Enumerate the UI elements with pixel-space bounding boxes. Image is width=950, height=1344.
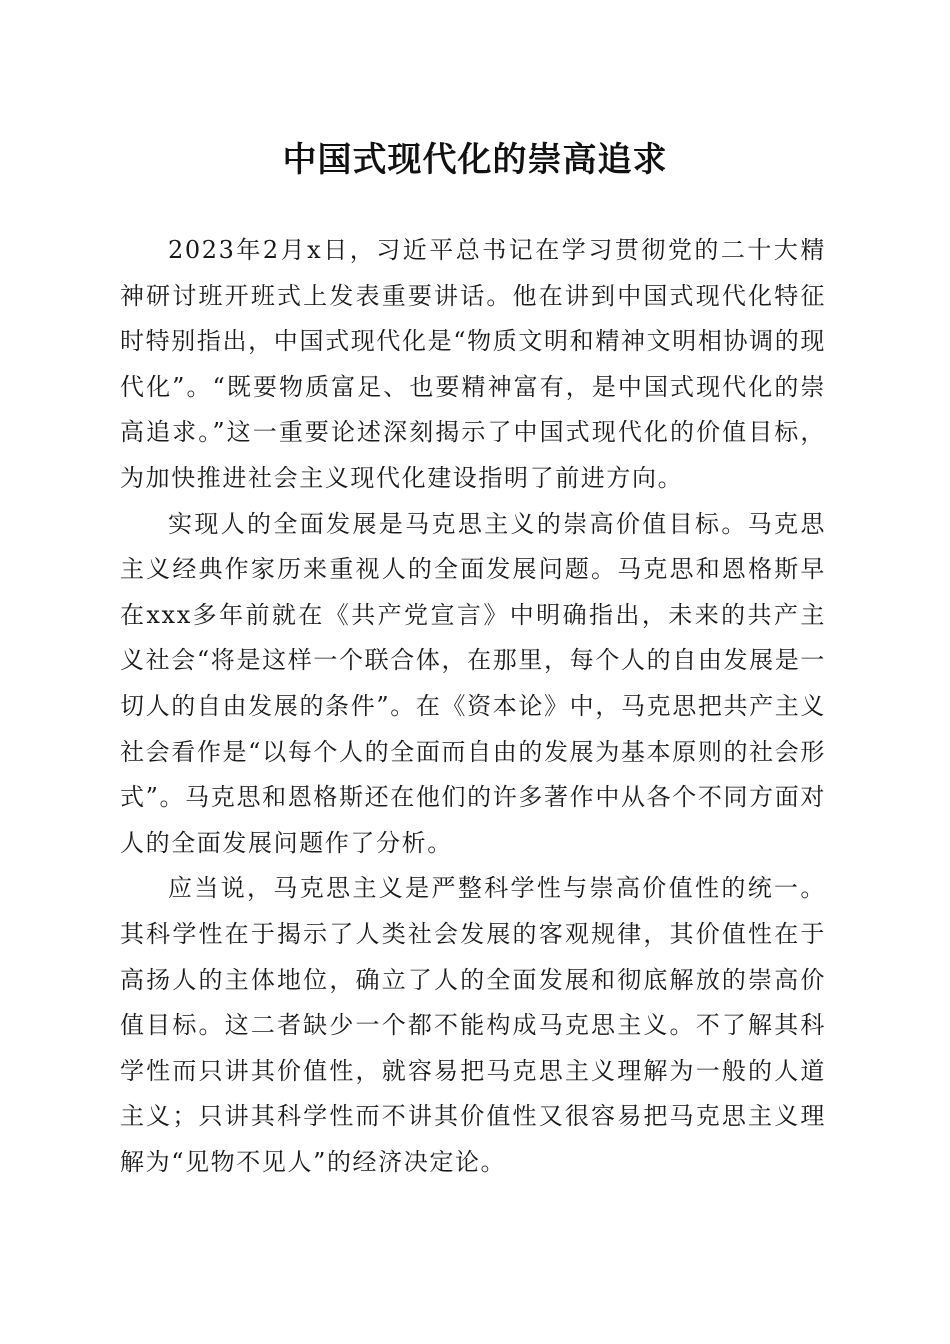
- document-body: [120, 228, 826, 1185]
- paragraph-3: 应当说，马克思主义是严整科学性与崇高价值性的统一。其科学性在于揭示了人类社会发展的客观规律，其价值性在于高扬人的主体地位，确立了人的全面发展和彻底解放的崇高价值目标。这二者缺少一个都不能构成马克思主义。不了解其科学性而只讲其价值性，就容易把马克思主义理解为一般的人道主义；只讲其科学性而不讲其价值性又很容易把马克思主义理解为“见物不见人”的经济决定论。: [120, 874, 826, 1176]
- document-title: 中国式现代化的崇高追求: [282, 140, 668, 180]
- paragraph-1: 2023年2月x日，习近平总书记在学习贯彻党的二十大精神研讨班开班式上发表重要讲话。他在讲到中国式现代化特征时特别指出，中国式现代化是“物质文明和精神文明相协调的现代化”。“既要物质富足、也要精神富有，是中国式现代化的崇高追求。”这一重要论述深刻揭示了中国式现代化的价值目标，为加快推进社会主义现代化建设指明了前进方向。: [120, 236, 826, 492]
- paragraph-2: 实现人的全面发展是马克思主义的崇高价值目标。马克思主义经典作家历来重视人的全面发展问题。马克思和恩格斯早在xxx多年前就在《共产党宣言》中明确指出，未来的共产主义社会“将是这样一个联合体，在那里，每个人的自由发展是一切人的自由发展的条件”。在《资本论》中，马克思把共产主义社会看作是“以每个人的全面而自由的发展为基本原则的社会形式”。马克思和恩格斯还在他们的许多著作中从各个不同方面对人的全面发展问题作了分析。: [120, 509, 826, 857]
